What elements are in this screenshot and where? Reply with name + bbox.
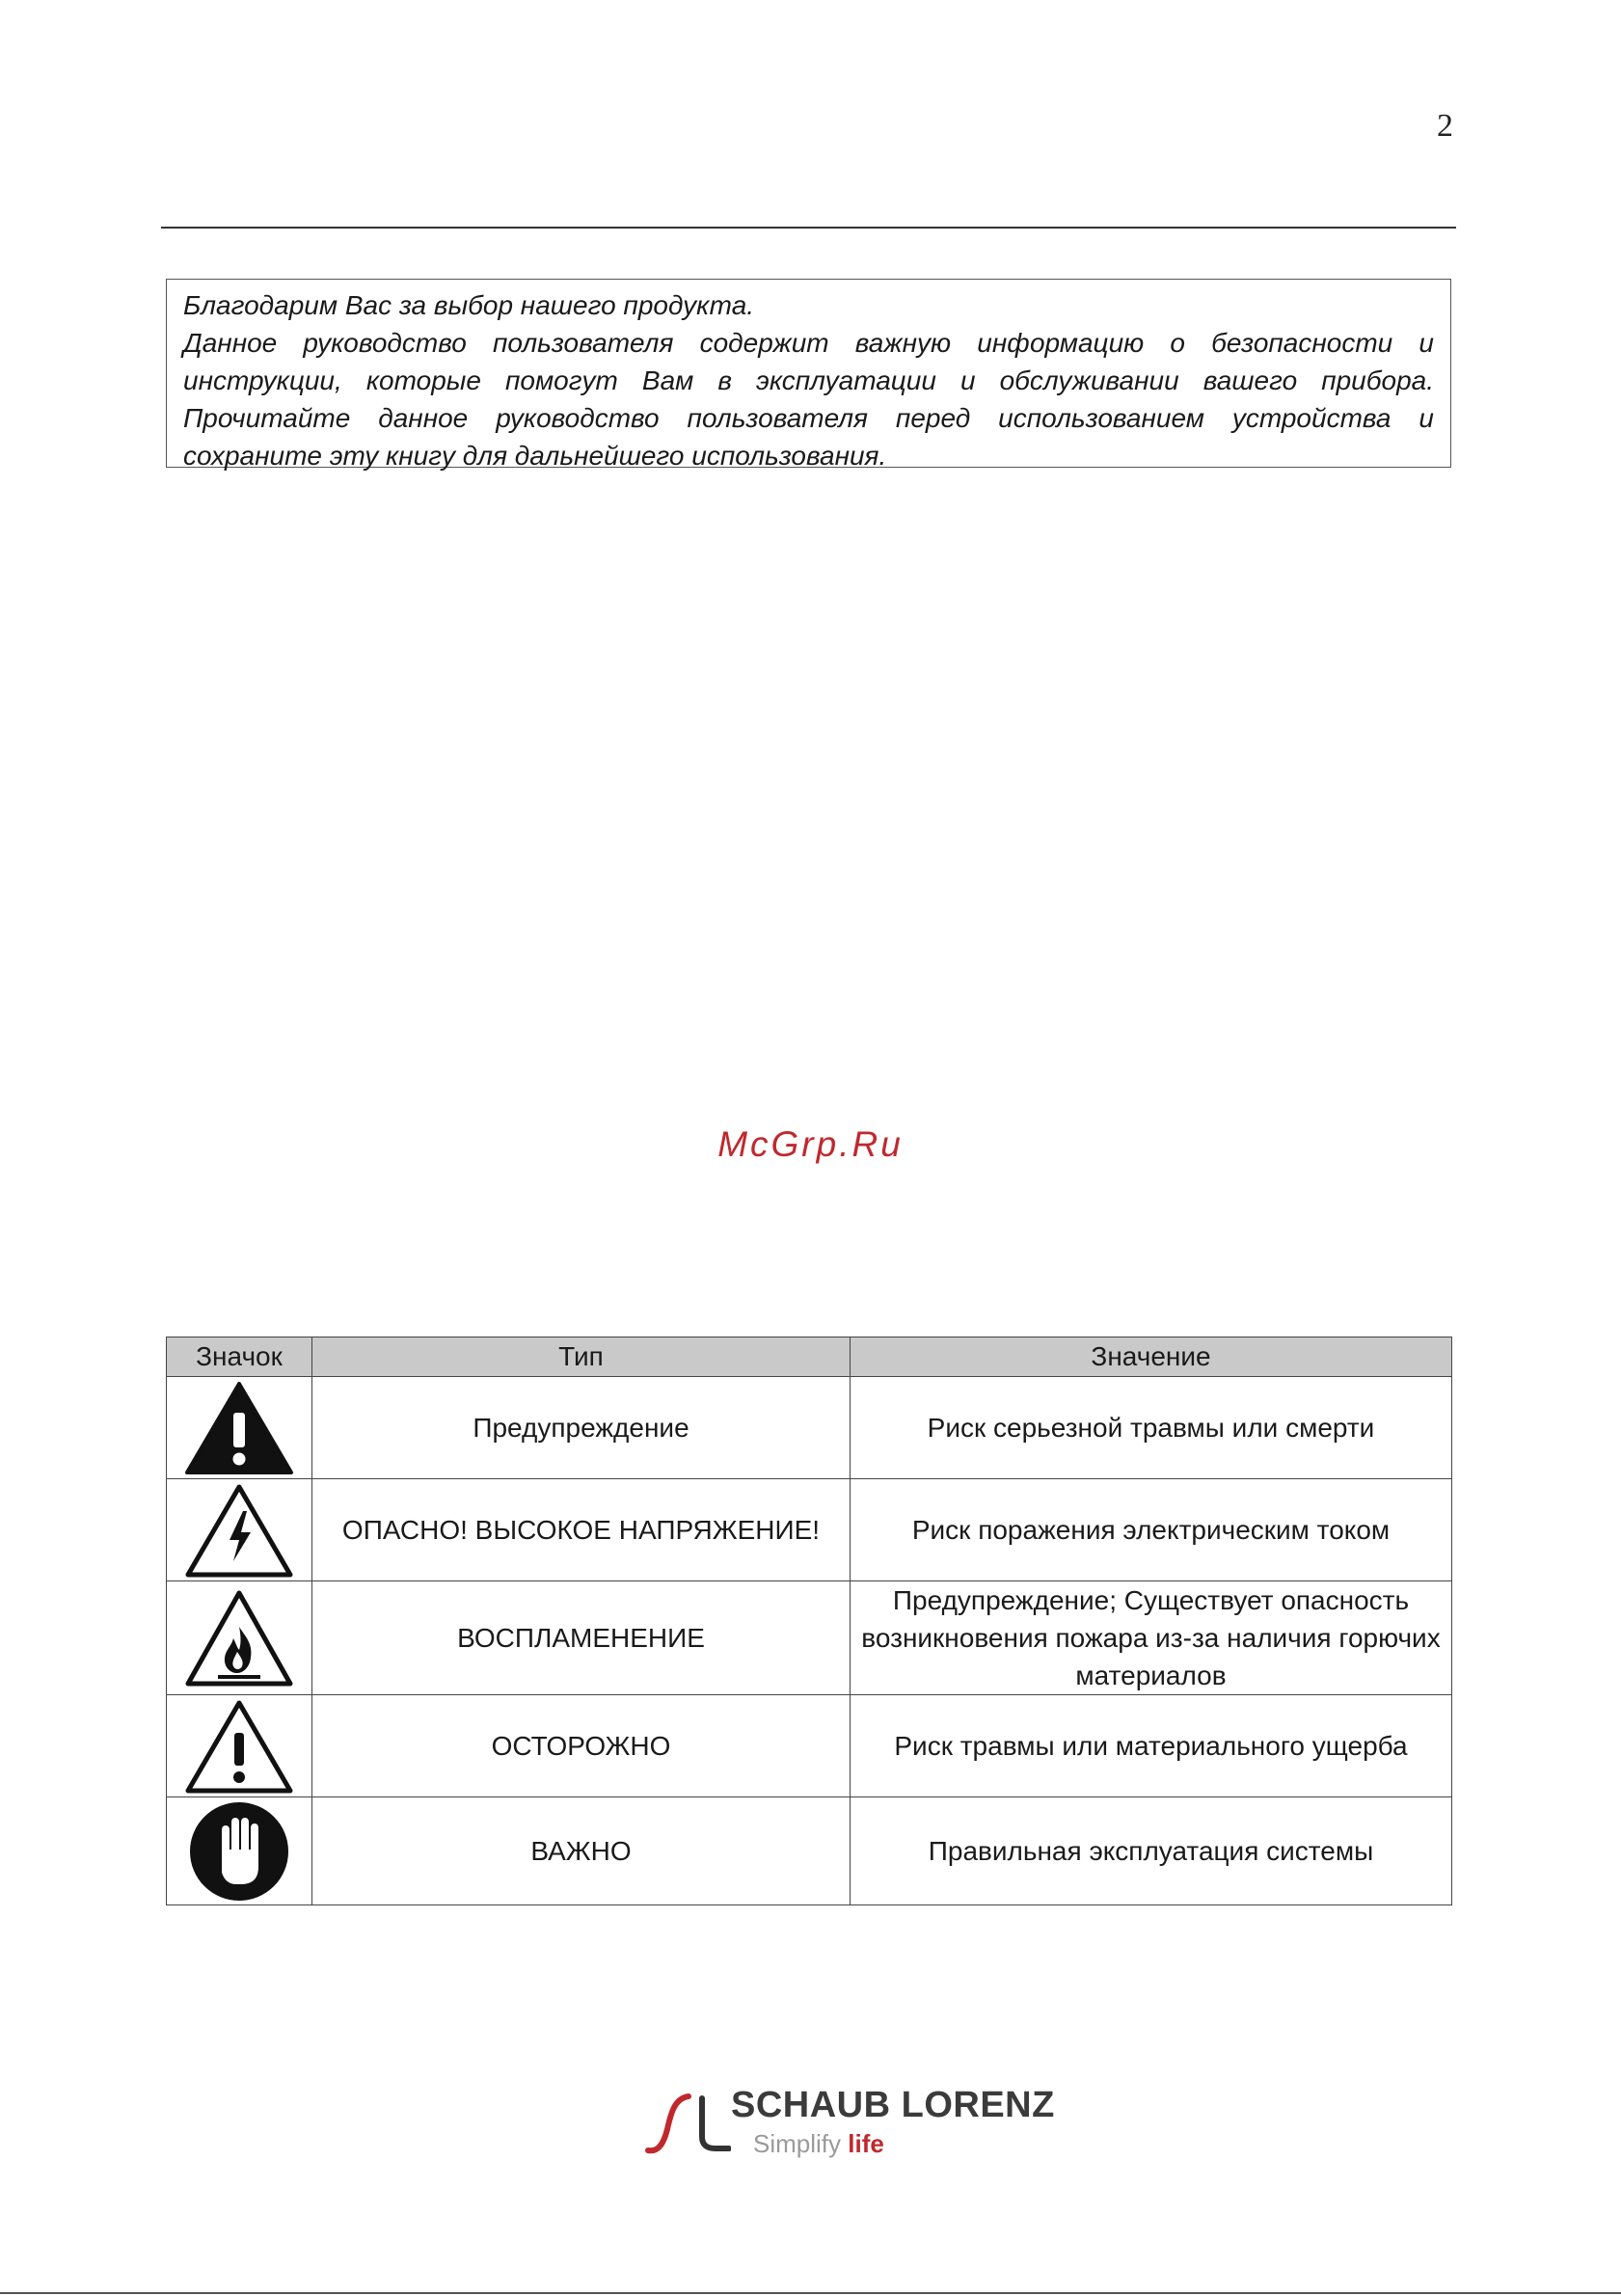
row-meaning: Риск поражения электрическим током	[851, 1479, 1452, 1581]
table-row	[167, 1581, 1452, 1695]
row-type: ОПАСНО! ВЫСОКОЕ НАПРЯЖЕНИЕ!	[312, 1479, 851, 1581]
row-meaning: Правильная эксплуатация системы	[851, 1797, 1452, 1905]
caution-outline-icon	[183, 1698, 295, 1795]
icon-cell	[167, 1797, 312, 1905]
flammable-icon	[183, 1588, 295, 1688]
row-meaning: Предупреждение; Существует опасность возникновения пожара из-за наличия горючих материалов	[851, 1581, 1452, 1695]
row-meaning: Риск серьезной травмы или смерти	[851, 1377, 1452, 1479]
stop-hand-icon	[186, 1799, 292, 1904]
header-icon: Значок	[167, 1337, 312, 1377]
header-meaning: Значение	[851, 1337, 1452, 1377]
row-meaning: Риск травмы или материального ущерба	[851, 1695, 1452, 1797]
table-header-row	[167, 1337, 1452, 1377]
table-row	[167, 1377, 1452, 1479]
warning-filled-icon	[183, 1380, 295, 1476]
icon-cell	[167, 1377, 312, 1479]
logo-tagline	[753, 2129, 884, 2159]
logo-tagline-main: Simplify	[753, 2129, 842, 2158]
table-row	[167, 1695, 1452, 1797]
row-type: ОСТОРОЖНО	[312, 1695, 851, 1797]
icon-cell	[167, 1695, 312, 1797]
page-number: 2	[1437, 108, 1453, 144]
intro-thanks: Благодарим Вас за выбор нашего продукта.	[183, 290, 755, 320]
logo-tagline-accent: life	[848, 2129, 884, 2158]
row-type: ВОСПЛАМЕНЕНИЕ	[312, 1581, 851, 1695]
logo-brand: SCHAUB LORENZ	[731, 2085, 1055, 2125]
footer-rule	[0, 2292, 1621, 2294]
watermark: McGrp.Ru	[717, 1124, 904, 1164]
header-type: Тип	[312, 1337, 851, 1377]
schaub-lorenz-logo	[644, 2085, 1055, 2162]
table-row	[167, 1479, 1452, 1581]
high-voltage-icon	[183, 1482, 295, 1579]
intro-body: Данное руководство пользователя содержит важную информацию о безопасности и инструкции, которые помогут Вам в эксплуатации и обслуживании вашего прибора. Прочитайте данное руководство пользователя перед использованием устройства и сохраните эту книгу для дальнейшего использования.	[183, 328, 1434, 471]
header-rule	[161, 227, 1456, 229]
icon-cell	[167, 1479, 312, 1581]
safety-symbols-table	[166, 1337, 1452, 1905]
row-type: ВАЖНО	[312, 1797, 851, 1905]
icon-cell	[167, 1581, 312, 1695]
logo-swoosh-icon	[644, 2085, 731, 2162]
table-row	[167, 1797, 1452, 1905]
intro-box	[166, 279, 1451, 471]
row-type: Предупреждение	[312, 1377, 851, 1479]
